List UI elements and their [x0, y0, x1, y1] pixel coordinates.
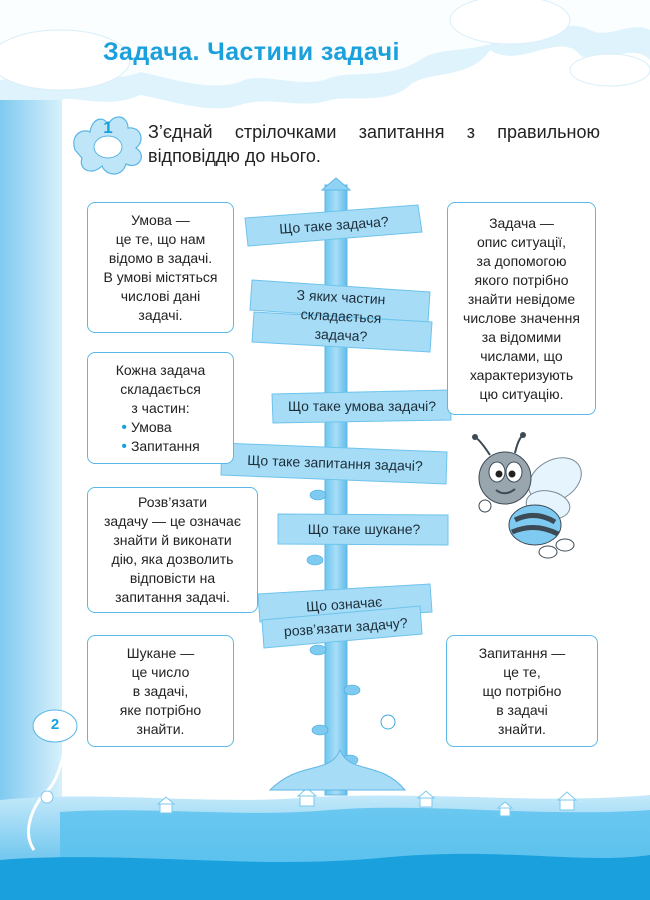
box-line: відомо в задачі. — [108, 249, 213, 266]
box-line: складається — [120, 380, 201, 397]
answer-box-unknown[interactable] — [87, 635, 234, 747]
bullet-icon: • — [121, 437, 127, 455]
box-line: це число — [131, 663, 190, 680]
sign-label: задача? — [314, 325, 368, 345]
box-line: задачу — це означає — [104, 513, 241, 529]
sign-label: Що таке шукане? — [307, 521, 421, 537]
box-line: відповісти на — [129, 570, 216, 586]
box-line: за відомими — [481, 328, 562, 345]
box-line: цю ситуацію. — [479, 385, 564, 402]
box-line: опис ситуації, — [476, 233, 566, 250]
task-instruction: З’єднай стрілочками запитання з правильною відповіддю до нього. — [148, 122, 600, 166]
answer-box-solve[interactable] — [87, 487, 258, 613]
sign-what-is-condition[interactable] — [274, 398, 450, 415]
box-line: числові дані — [120, 287, 201, 304]
box-line: задачі. — [138, 306, 183, 323]
box-line: запитання задачі. — [115, 589, 230, 605]
box-line: за допомогою — [476, 252, 567, 269]
sign-label: Що таке запитання задачі? — [247, 451, 423, 475]
page-title: Задача. Частини задачі — [103, 38, 400, 66]
answer-box-condition[interactable] — [87, 202, 234, 333]
answer-box-parts[interactable] — [87, 352, 234, 464]
sign-label: розв’язати задачу? — [283, 614, 409, 640]
box-line: Шукане — — [126, 644, 195, 661]
list-item — [121, 437, 199, 456]
sign-label: Що означає — [305, 593, 383, 615]
box-line: дію, яка дозволить — [111, 551, 234, 567]
sign-label: складається — [300, 305, 382, 327]
box-line: знайти. — [136, 720, 185, 737]
list-item-label: Запитання — [130, 437, 200, 454]
box-line: Умова — — [131, 211, 190, 228]
page-number: 2 — [50, 716, 60, 733]
sign-task-parts[interactable] — [255, 288, 427, 345]
box-line: це те, — [503, 663, 541, 680]
answer-box-task[interactable] — [447, 202, 596, 415]
box-line: Задача — — [489, 214, 554, 231]
signpost-icon — [270, 178, 405, 795]
sign-label: Що таке задача? — [278, 213, 390, 237]
box-line: Запитання — — [478, 644, 566, 661]
sign-label: Що таке умова задачі? — [287, 398, 437, 414]
box-line: Розв’язати — [137, 494, 208, 510]
box-line: якого потрібно — [474, 271, 569, 288]
parts-list — [121, 418, 199, 456]
bullet-icon: • — [121, 418, 127, 436]
box-line: характеризують — [469, 366, 574, 383]
box-line: числами, що — [480, 347, 563, 364]
box-line: в задачі, — [132, 682, 189, 699]
box-line: числове значення — [463, 309, 580, 326]
box-line: знайти. — [498, 720, 546, 737]
box-line: з частин: — [131, 399, 190, 416]
sign-label: З яких частин — [296, 286, 386, 308]
answer-box-question[interactable] — [446, 635, 598, 747]
box-line: в задачі — [496, 701, 548, 718]
list-item — [121, 418, 199, 437]
box-line: В умові містяться — [103, 268, 218, 285]
box-line: що потрібно — [482, 682, 562, 699]
task-number: 1 — [103, 118, 113, 137]
box-line: це те, що нам — [115, 230, 206, 247]
box-line: знайти невідоме — [467, 290, 576, 307]
box-line: яке потрібно — [119, 701, 202, 718]
list-item-label: Умова — [130, 418, 172, 435]
bee-mascot-icon — [472, 432, 589, 558]
box-line: Кожна задача — [115, 361, 206, 378]
sign-what-is-unknown[interactable] — [280, 521, 448, 538]
box-line: знайти й виконати — [113, 532, 232, 548]
